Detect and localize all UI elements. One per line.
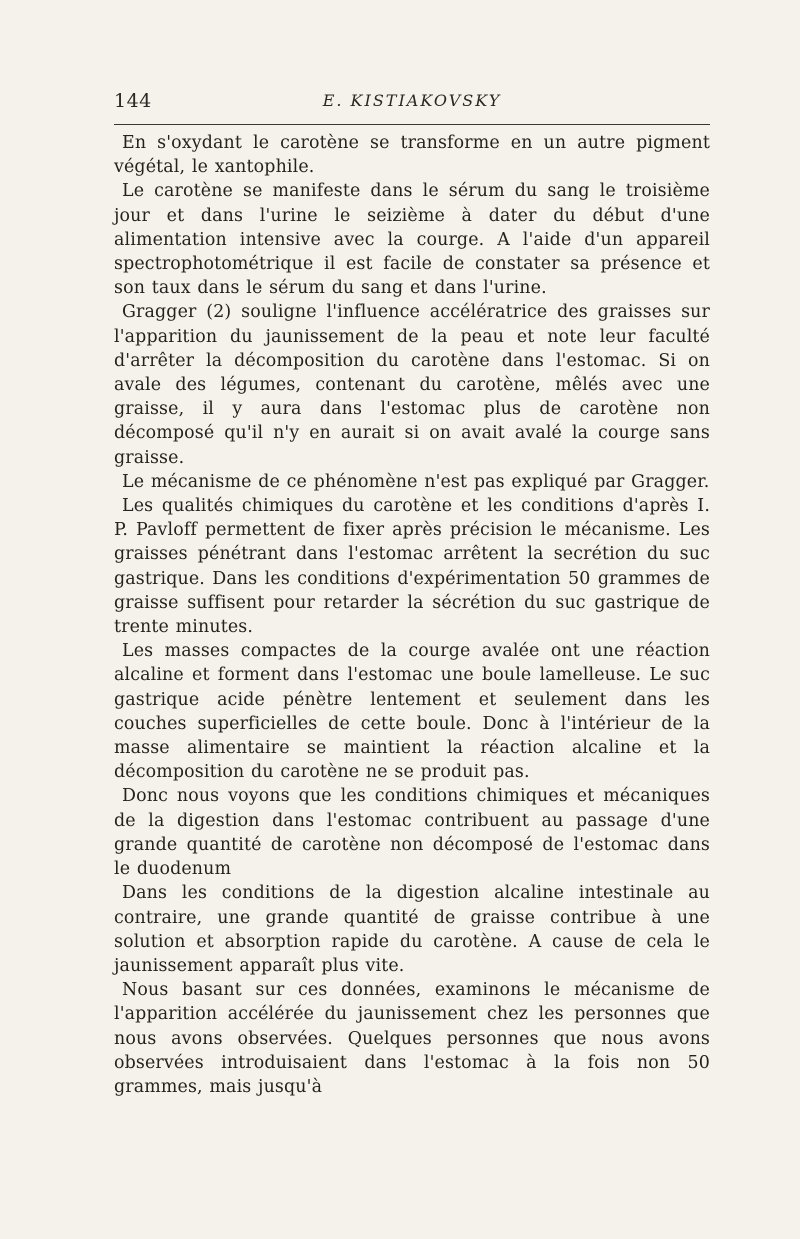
paragraph: Les qualités chimiques du carotène et les conditions d'après I. P. Pavloff permettent de fixer après précision le mécanisme. Les graisses pénétrant dans l'estomac arrêtent la secrétion du suc gastrique. Dans les conditions d'expérimentation 50 grammes de graisse suffisent pour retarder la sécrétion du suc gastrique de trente minutes. bbox=[114, 496, 710, 638]
page-number: 144 bbox=[114, 90, 152, 112]
paragraph: Le mécanisme de ce phénomène n'est pas expliqué par Gragger. bbox=[122, 471, 710, 492]
paragraph: Nous basant sur ces données, examinons le mécanisme de l'apparition accélérée du jaunissement chez les personnes que nous avons observées. Quelques personnes que nous avons observées introduisaient dans l'estomac à la fois non 50 grammes, mais jusqu'à bbox=[114, 980, 710, 1097]
body-text bbox=[114, 131, 710, 1099]
running-title: E. KISTIAKOVSKY bbox=[322, 91, 502, 110]
paragraph: Le carotène se manifeste dans le sérum du sang le troisième jour et dans l'urine le seizième à dater du début d'une alimentation intensive avec la courge. A l'aide d'un appareil spectrophotométrique il est facile de constater sa présence et son taux dans le sérum du sang et dans l'urine. bbox=[114, 181, 710, 299]
header-rule bbox=[114, 124, 710, 125]
paragraph: Les masses compactes de la courge avalée ont une réaction alcaline et forment dans l'estomac une boule lamelleuse. Le suc gastrique acide pénètre lentement et seulement dans les couches superficielles de cette boule. Donc à l'intérieur de la masse alimentaire se maintient la réaction alcaline et la décomposition du carotène ne se produit pas. bbox=[114, 641, 710, 783]
running-head bbox=[114, 90, 710, 120]
paragraph: Donc nous voyons que les conditions chimiques et mécaniques de la digestion dans l'estomac contribuent au passage d'une grande quantité de carotène non décomposé de l'estomac dans le duodenum bbox=[114, 786, 710, 880]
paragraph: En s'oxydant le carotène se transforme en un autre pigment végétal, le xantophile. bbox=[114, 133, 710, 178]
paragraph: Dans les conditions de la digestion alcaline intestinale au contraire, une grande quantité de graisse contribue à une solution et absorption rapide du carotène. A cause de cela le jaunissement apparaît plus vite. bbox=[114, 883, 710, 976]
paragraph: Gragger (2) souligne l'influence accélératrice des graisses sur l'apparition du jaunissement de la peau et note leur faculté d'arrêter la décomposition du carotène dans l'estomac. Si on avale des légumes, contenant du carotène, mêlés avec une graisse, il y aura dans l'estomac plus de carotène non décomposé qu'il n'y en aurait si on avait avalé la courge sans graisse. bbox=[114, 302, 710, 468]
